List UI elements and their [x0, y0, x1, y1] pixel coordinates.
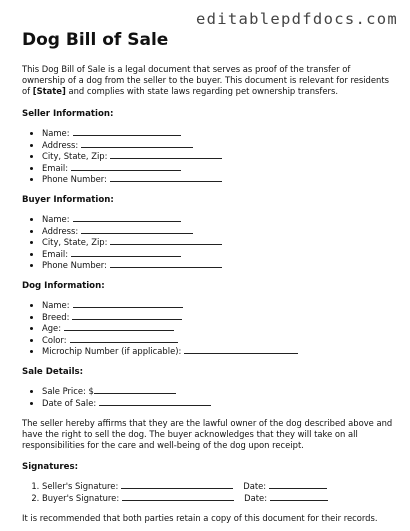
- dog-section: [22, 281, 394, 357]
- buyer-city-blank[interactable]: [110, 236, 222, 245]
- buyer-address-blank[interactable]: [81, 225, 193, 234]
- intro-text-start: This Dog Bill of Sale is a legal document that serves as proof of the transfer of ownership of a dog from the seller to the buyer. This document is relevant for residents of: [22, 64, 389, 96]
- dog-heading: Dog Information:: [22, 280, 105, 291]
- seller-heading: Seller Information:: [22, 109, 114, 119]
- seller-city-blank[interactable]: [110, 150, 222, 159]
- field-label: Name:: [42, 213, 70, 224]
- sale-price-blank[interactable]: [94, 385, 176, 394]
- dog-breed-field: [42, 311, 394, 323]
- buyer-name-field: [42, 213, 394, 225]
- buyer-fields: [22, 213, 394, 271]
- seller-city-field: [42, 150, 394, 162]
- field-label: Name:: [42, 128, 70, 138]
- seller-email-field: [42, 162, 394, 174]
- intro-text-end: and complies with state laws regarding pet ownership transfers.: [65, 86, 338, 96]
- field-label: Email:: [42, 162, 69, 173]
- seller-phone-field: [42, 173, 394, 185]
- intro-paragraph: [22, 64, 394, 97]
- field-label: Age:: [42, 323, 62, 334]
- field-label: Phone Number:: [42, 174, 107, 185]
- signature-label: Seller's Signature:: [42, 481, 119, 492]
- buyer-heading: Buyer Information:: [22, 194, 114, 205]
- affirmation-statement: The seller hereby affirms that they are the lawful owner of the dog described above and have the right to sell the dog. The buyer acknowledges that they will take on all responsibilities for the care and well-being of the dog upon receipt.: [22, 418, 393, 451]
- seller-date-blank[interactable]: [269, 480, 327, 489]
- buyer-date-blank[interactable]: [270, 492, 328, 501]
- field-label: Date of Sale:: [42, 397, 97, 408]
- date-label: Date:: [243, 481, 267, 492]
- seller-phone-blank[interactable]: [110, 173, 222, 182]
- buyer-email-blank[interactable]: [71, 248, 181, 257]
- buyer-email-field: [42, 248, 394, 260]
- dog-color-field: [42, 334, 394, 346]
- dog-color-blank[interactable]: [70, 334, 178, 343]
- buyer-signature-blank[interactable]: [122, 492, 234, 501]
- seller-signature-line: [42, 480, 394, 492]
- buyer-section: [22, 195, 394, 271]
- closing-note: It is recommended that both parties retain a copy of this document for their records.: [22, 513, 378, 524]
- state-placeholder: [State]: [32, 86, 66, 96]
- sale-heading: Sale Details:: [22, 366, 84, 377]
- buyer-city-field: [42, 236, 394, 248]
- sale-date-field: [42, 397, 394, 409]
- field-label: Color:: [42, 334, 67, 345]
- signature-label: Buyer's Signature:: [42, 492, 120, 503]
- watermark: editablepdfdocs.com: [195, 10, 398, 28]
- dog-breed-blank[interactable]: [72, 311, 182, 320]
- document-page: [22, 30, 394, 524]
- dog-name-blank[interactable]: [73, 299, 183, 308]
- field-label: Address:: [42, 225, 79, 236]
- sale-fields: [22, 385, 394, 408]
- field-label: Microchip Number (if applicable):: [42, 346, 182, 357]
- buyer-phone-blank[interactable]: [110, 259, 222, 268]
- signature-list: [22, 480, 394, 503]
- seller-section: [22, 109, 394, 185]
- buyer-signature-line: [42, 492, 394, 504]
- document-title: Dog Bill of Sale: [22, 30, 169, 50]
- field-label: Email:: [42, 248, 69, 259]
- buyer-address-field: [42, 225, 394, 237]
- dog-fields: [22, 299, 394, 357]
- seller-name-field: [42, 127, 394, 139]
- field-label: City, State, Zip:: [42, 237, 108, 248]
- field-label: Breed:: [42, 311, 70, 322]
- seller-signature-blank[interactable]: [121, 480, 233, 489]
- dog-microchip-blank[interactable]: [184, 345, 298, 354]
- field-label: Sale Price: $: [42, 385, 94, 396]
- seller-name-blank[interactable]: [73, 127, 181, 136]
- date-label: Date:: [244, 492, 268, 503]
- dog-microchip-field: [42, 345, 394, 357]
- field-label: Address:: [42, 139, 79, 150]
- seller-fields: [22, 127, 394, 185]
- dog-age-field: [42, 322, 394, 334]
- field-label: City, State, Zip:: [42, 151, 108, 162]
- signatures-section: [22, 462, 394, 503]
- buyer-phone-field: [42, 259, 394, 271]
- buyer-name-blank[interactable]: [73, 213, 181, 222]
- sale-date-blank[interactable]: [99, 397, 211, 406]
- seller-address-blank[interactable]: [81, 139, 193, 148]
- dog-name-field: [42, 299, 394, 311]
- seller-address-field: [42, 139, 394, 151]
- signatures-heading: Signatures:: [22, 462, 79, 473]
- field-label: Name:: [42, 299, 70, 310]
- dog-age-blank[interactable]: [64, 322, 174, 331]
- sale-section: [22, 367, 394, 408]
- field-label: Phone Number:: [42, 260, 107, 271]
- seller-email-blank[interactable]: [71, 162, 181, 171]
- sale-price-field: [42, 385, 394, 397]
